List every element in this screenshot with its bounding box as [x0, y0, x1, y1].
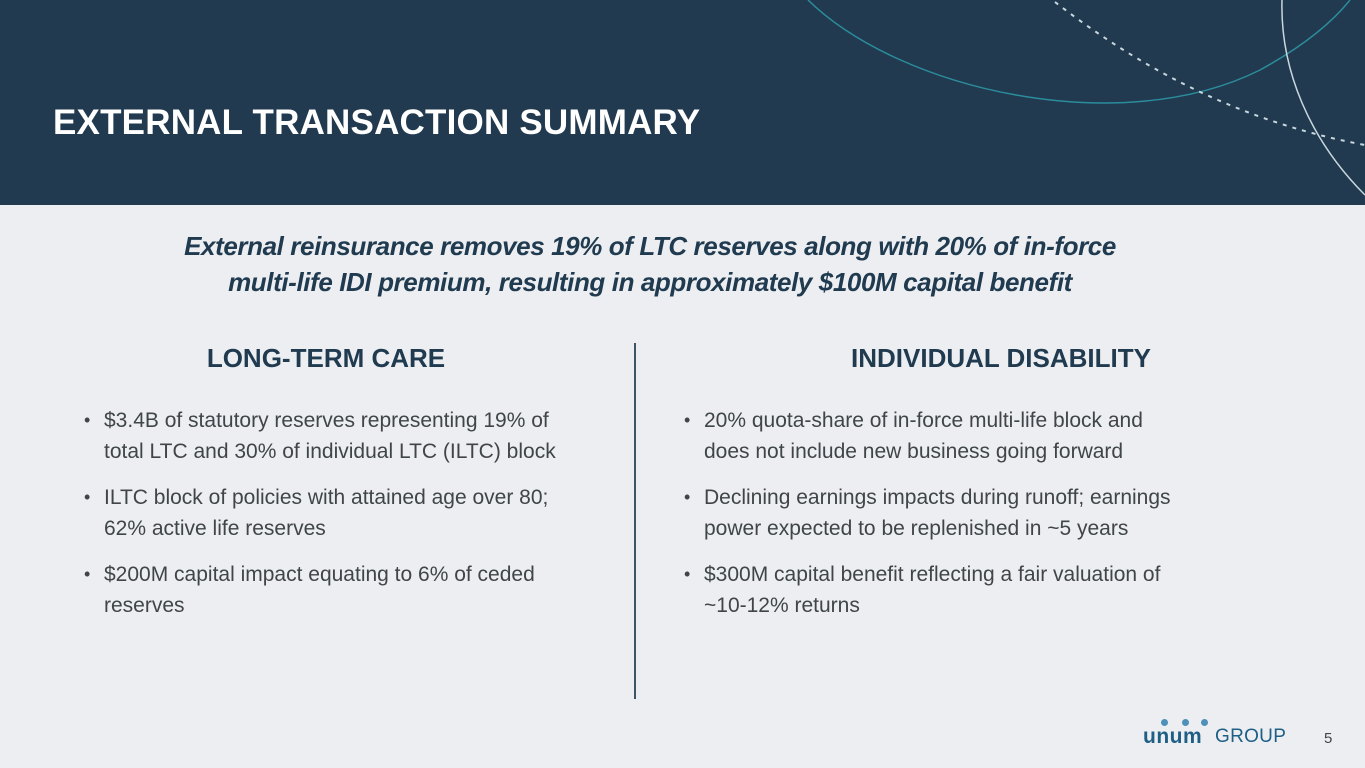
logo-group-text: GROUP — [1215, 726, 1287, 747]
bullet-text-line: $3.4B of statutory reserves representing 19% of — [104, 409, 549, 432]
idi-bullet-list — [684, 405, 1254, 636]
bullet-text-line: Declining earnings impacts during runoff; earnings — [704, 486, 1171, 509]
bullet-icon: • — [84, 487, 91, 507]
list-item — [84, 482, 624, 544]
idi-heading: INDIVIDUAL DISABILITY — [851, 343, 1151, 373]
ltc-heading: LONG-TERM CARE — [206, 343, 446, 373]
key-message-line-2: multi-life IDI premium, resulting in approximately $100M capital benefit — [228, 267, 1072, 297]
bullet-text-line: power expected to be replenished in ~5 years — [704, 517, 1129, 540]
bullet-icon: • — [684, 564, 691, 584]
bullet-text-line: 62% active life reserves — [104, 517, 326, 540]
list-item — [84, 559, 624, 621]
ltc-bullet-list — [84, 405, 624, 636]
key-message-line-1: External reinsurance removes 19% of LTC reserves along with 20% of in-force — [184, 231, 1116, 261]
list-item — [84, 405, 624, 467]
list-item — [684, 482, 1254, 544]
page-number: 5 — [1324, 730, 1333, 747]
logo-wordmark: unum — [1143, 725, 1203, 748]
bullet-icon: • — [84, 410, 91, 430]
bullet-text-line: $300M capital benefit reflecting a fair valuation of — [704, 563, 1161, 586]
bullet-icon: • — [684, 410, 691, 430]
bullet-text-line: reserves — [104, 594, 185, 617]
list-item — [684, 559, 1254, 621]
bullet-text-line: ~10-12% returns — [704, 594, 860, 617]
key-message — [100, 228, 1200, 300]
bullet-text-line: ILTC block of policies with attained age over 80; — [104, 486, 549, 509]
bullet-text-line: $200M capital impact equating to 6% of ceded — [104, 563, 535, 586]
list-item — [684, 405, 1254, 467]
bullet-icon: • — [684, 487, 691, 507]
bullet-icon: • — [84, 564, 91, 584]
column-divider — [634, 343, 636, 699]
bullet-text-line: 20% quota-share of in-force multi-life block and — [704, 409, 1143, 432]
bullet-text-line: does not include new business going forward — [704, 440, 1124, 463]
bullet-text-line: total LTC and 30% of individual LTC (ILTC) block — [104, 440, 556, 463]
header-band — [0, 0, 1365, 205]
page-title: EXTERNAL TRANSACTION SUMMARY — [53, 103, 701, 142]
